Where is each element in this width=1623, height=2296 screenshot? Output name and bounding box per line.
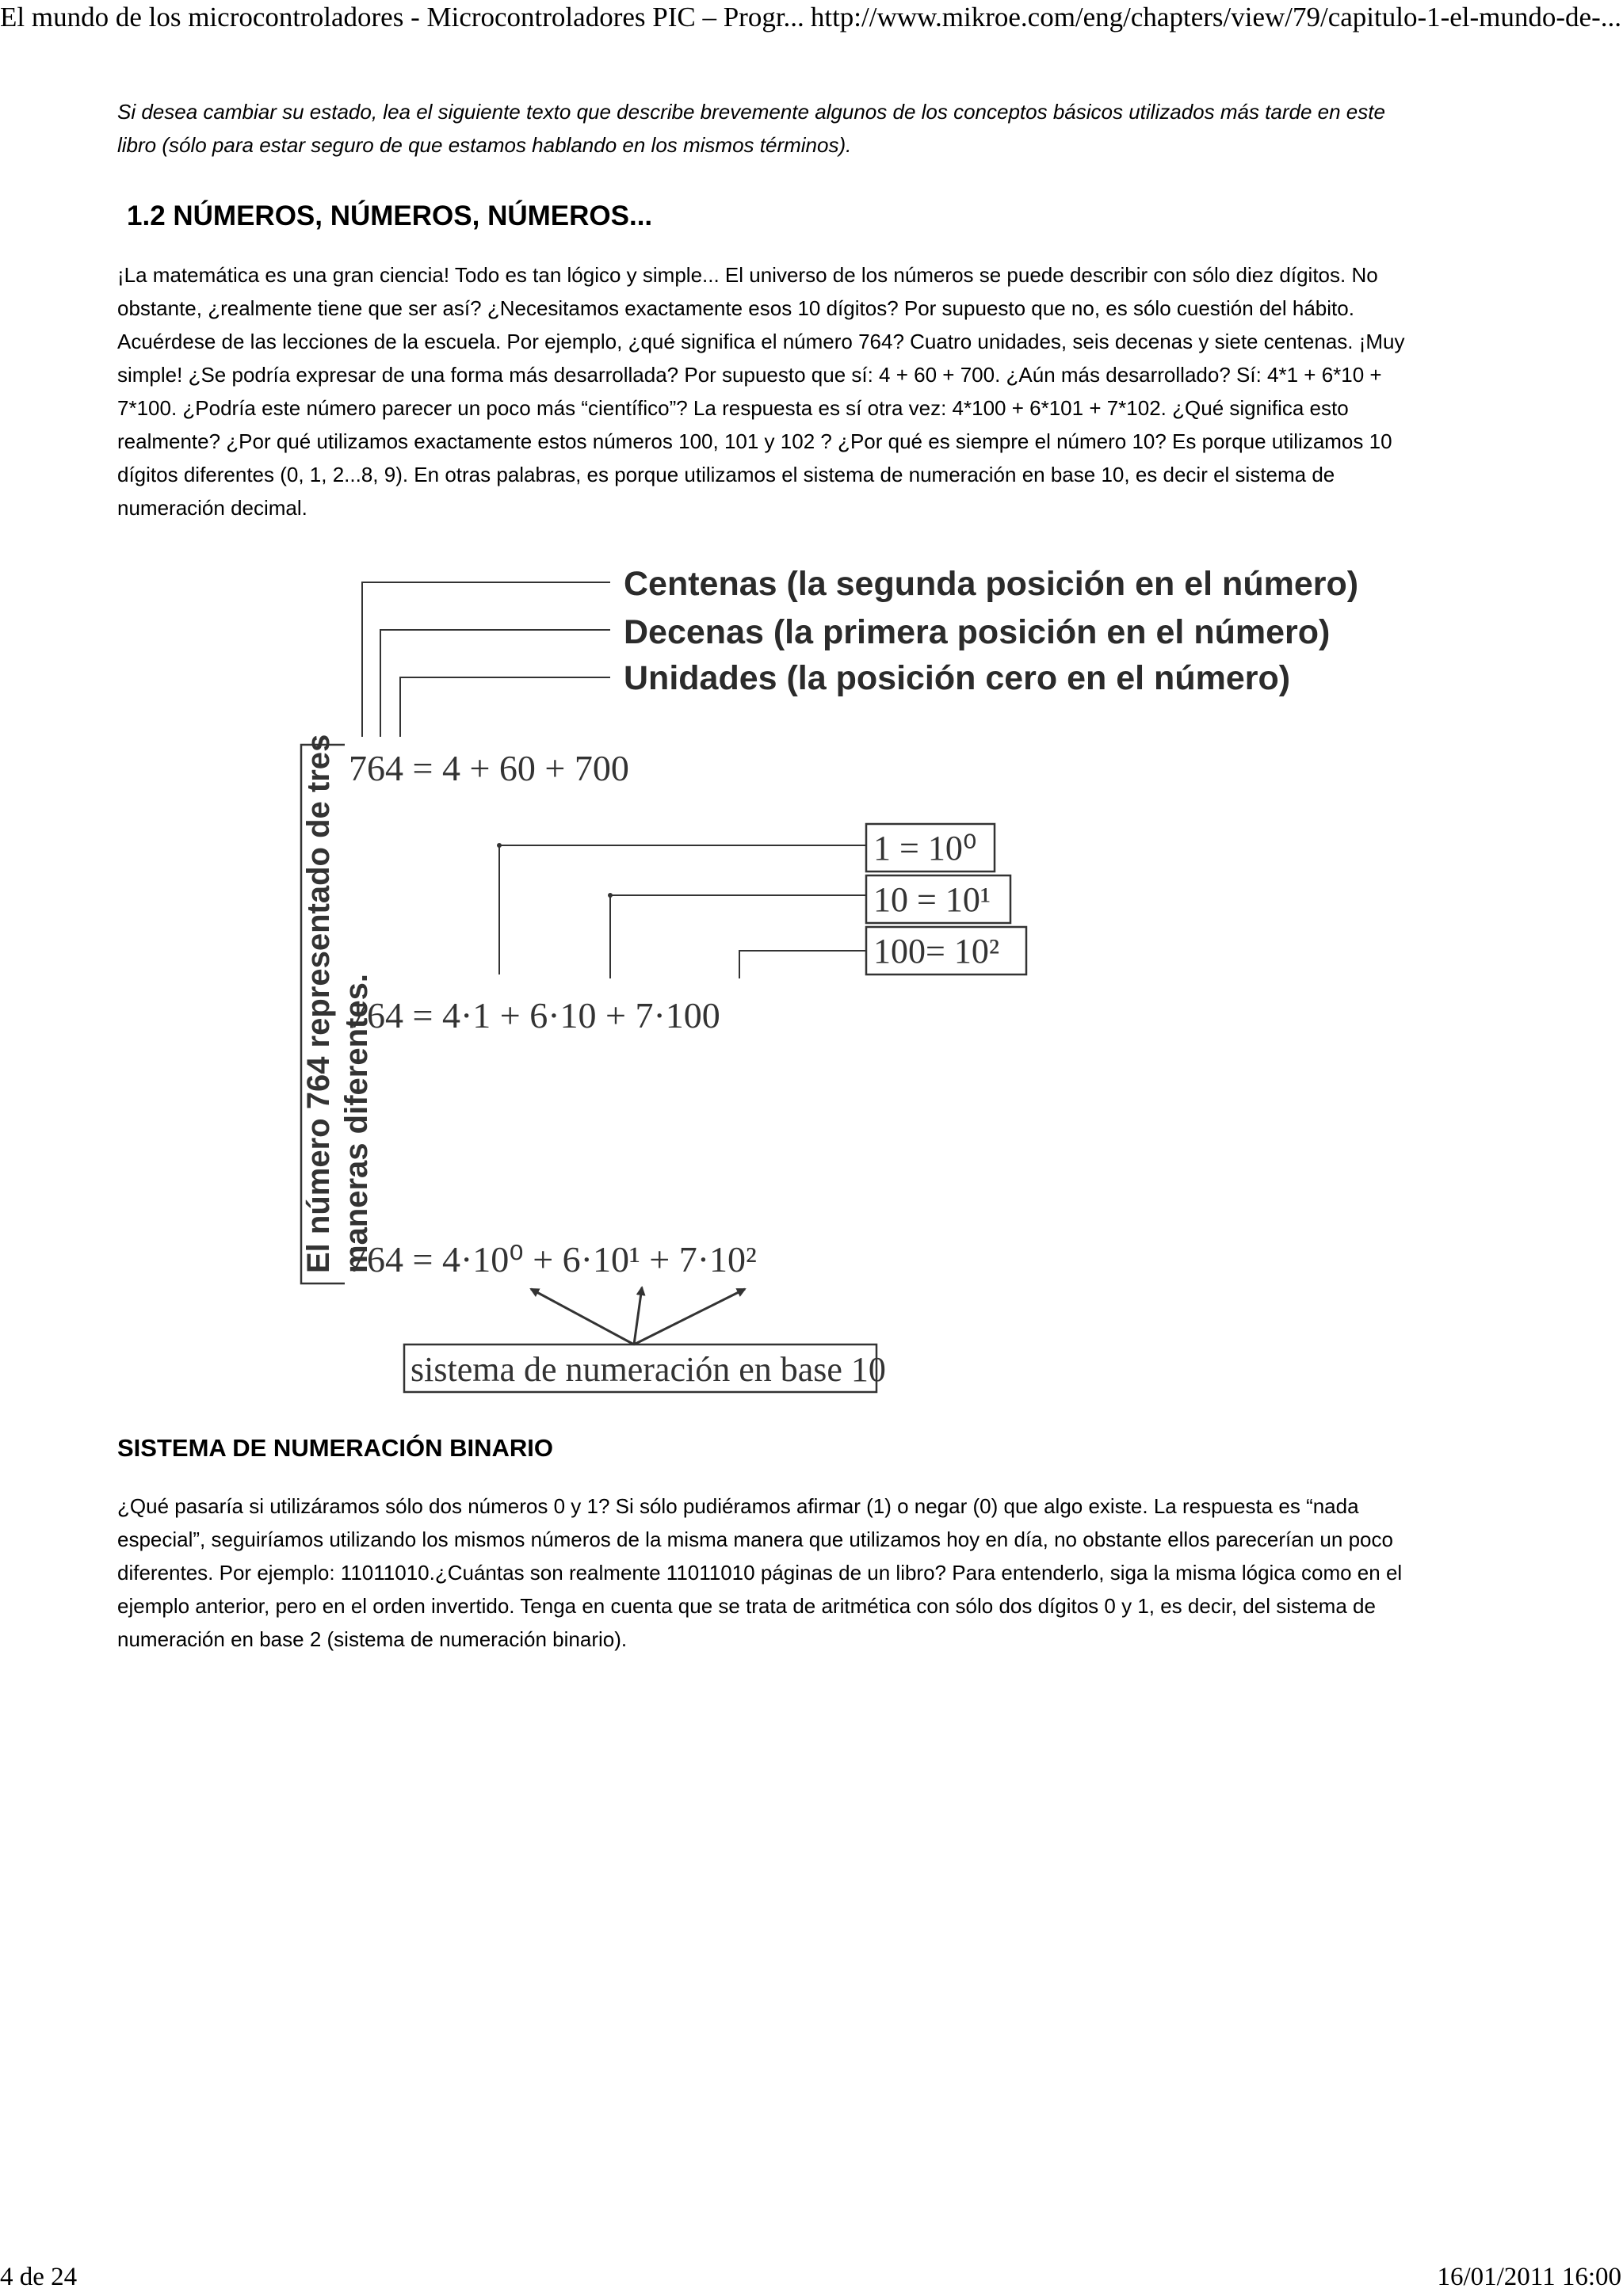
print-footer xyxy=(0,2260,1623,2294)
paragraph-line: Acuérdese de las lecciones de la escuela. Por ejemplo, ¿qué significa el número 764? Cuatro unidades, seis decenas y siete centenas. ¡Muy xyxy=(117,330,1405,353)
paragraph-line: ¡La matemática es una gran ciencia! Todo es tan lógico y simple... El universo de los números se puede describir con sólo diez dígitos. No xyxy=(117,263,1378,287)
intro-paragraph xyxy=(117,95,1506,162)
box-hundreds-text: 100= 10² xyxy=(873,932,1000,971)
side-label-line1: El número 764 representado de tres xyxy=(301,734,336,1273)
page-number: 4 de 24 xyxy=(0,2263,78,2291)
paragraph-line: numeración decimal. xyxy=(117,496,307,520)
equation-products: 764 = 4·1 + 6·10 + 7·100 xyxy=(349,995,720,1035)
decimal-system-diagram xyxy=(198,551,1442,1406)
page-url[interactable]: http://www.mikroe.com/eng/chapters/view/79/capitulo-1-el-mundo-de-... xyxy=(810,2,1621,32)
box-tens-text: 10 = 10¹ xyxy=(873,880,991,919)
paragraph-line: especial”, seguiríamos utilizando los mismos números de la misma manera que utilizamos hoy en día, no obstante ellos parecerían un poco xyxy=(117,1527,1393,1551)
intro-line: libro (sólo para estar seguro de que estamos hablando en los mismos términos). xyxy=(117,133,852,157)
equation-powers: 764 = 4·10⁰ + 6·10¹ + 7·10² xyxy=(349,1239,757,1280)
connector-dot xyxy=(497,843,502,848)
label-centenas: Centenas (la segunda posición en el número) xyxy=(624,565,1359,603)
print-header xyxy=(0,0,1623,35)
paragraph-line: realmente? ¿Por qué utilizamos exactamente estos números 100, 101 y 102 ? ¿Por qué es siempre el número 10? Es porque utilizamos 10 xyxy=(117,429,1392,453)
section-title: 1.2 NÚMEROS, NÚMEROS, NÚMEROS... xyxy=(127,200,653,231)
power-connector-lines xyxy=(499,845,866,978)
paragraph-line: 7*100. ¿Podría este número parecer un poco más “científico”? La respuesta es sí otra vez: 4*100 + 6*101 + 7*102. ¿Qué significa esto xyxy=(117,396,1349,420)
label-decenas: Decenas (la primera posición en el número) xyxy=(624,613,1331,651)
paragraph-line: obstante, ¿realmente tiene que ser así? ¿Necesitamos exactamente esos 10 dígitos? Por supuesto que no, es sólo cuestión del hábito. xyxy=(117,296,1354,320)
base-arrows xyxy=(531,1287,745,1344)
paragraph-line: ejemplo anterior, pero en el orden invertido. Tenga en cuenta que se trata de aritmética con sólo dos dígitos 0 y 1, es decir, del sistema de xyxy=(117,1594,1376,1618)
position-connector-lines xyxy=(362,582,610,737)
box-units-text: 1 = 10⁰ xyxy=(873,829,977,868)
print-datetime: 16/01/2011 16:00 xyxy=(1437,2263,1621,2291)
paragraph-line: ¿Qué pasaría si utilizáramos sólo dos números 0 y 1? Si sólo pudiéramos afirmar (1) o negar (0) que algo existe. La respuesta es “nada xyxy=(117,1494,1359,1518)
page-title: El mundo de los microcontroladores - Microcontroladores PIC – Progr... xyxy=(0,2,804,32)
paragraph-line: numeración en base 2 (sistema de numeración binario). xyxy=(117,1627,628,1651)
label-unidades: Unidades (la posición cero en el número) xyxy=(624,659,1291,697)
intro-line: Si desea cambiar su estado, lea el siguiente texto que describe brevemente algunos de los conceptos básicos utilizados más tarde en este xyxy=(117,100,1385,124)
paragraph-binary xyxy=(117,1489,1506,1656)
equation-sum: 764 = 4 + 60 + 700 xyxy=(349,748,629,788)
paragraph-line: diferentes. Por ejemplo: 11011010.¿Cuántas son realmente 11011010 páginas de un libro? Para entenderlo, siga la misma lógica como en el xyxy=(117,1561,1403,1585)
connector-dot xyxy=(608,893,613,898)
side-label-line2: maneras diferentes. xyxy=(339,974,374,1273)
paragraph-line: dígitos diferentes (0, 1, 2...8, 9). En otras palabras, es porque utilizamos el sistema de numeración en base 10, es decir el sistema de xyxy=(117,463,1335,486)
paragraph-decimal xyxy=(117,258,1506,524)
paragraph-line: simple! ¿Se podría expresar de una forma más desarrollada? Por supuesto que sí: 4 + 60 + 700. ¿Aún más desarrollado? Sí: 4*1 + 6*10 + xyxy=(117,363,1382,387)
subsection-title: SISTEMA DE NUMERACIÓN BINARIO xyxy=(117,1434,553,1462)
base-ten-label: sistema de numeración en base 10 xyxy=(411,1350,886,1389)
